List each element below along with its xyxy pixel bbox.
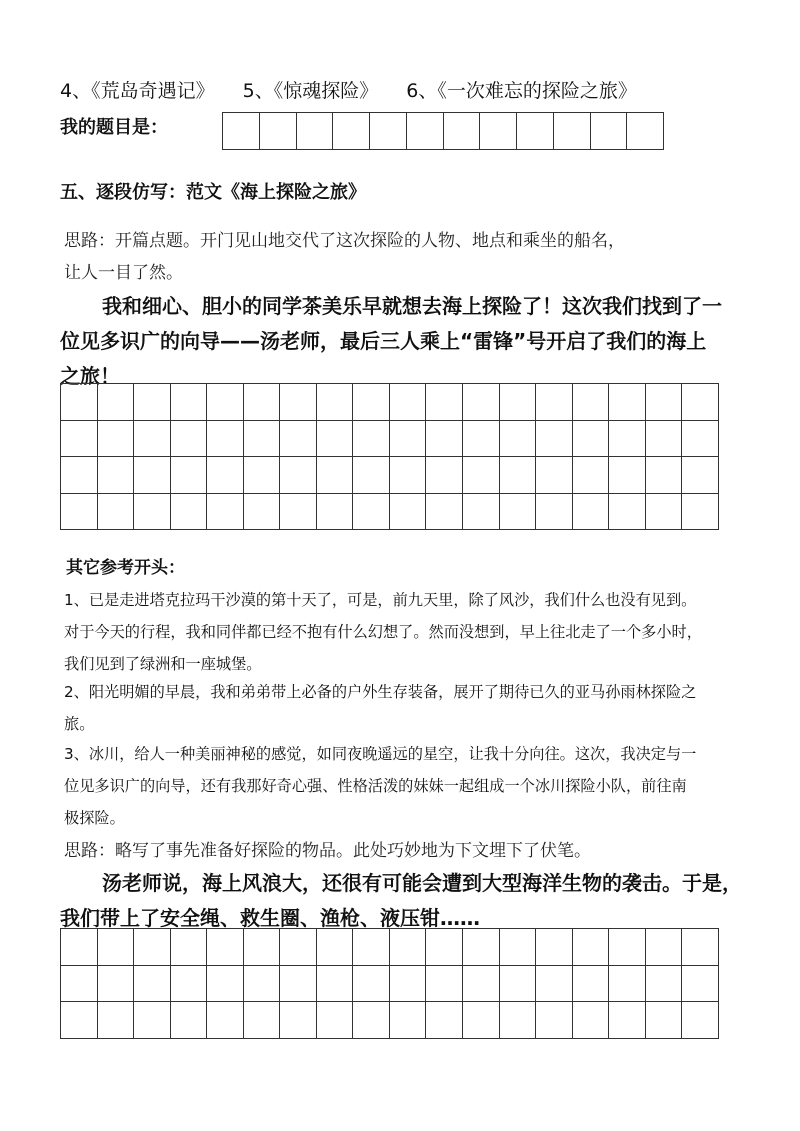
grid-cell[interactable] — [426, 494, 463, 531]
grid-cell[interactable] — [280, 494, 317, 531]
grid-cell[interactable] — [390, 966, 427, 1003]
grid-cell[interactable] — [646, 1002, 683, 1039]
grid-cell[interactable] — [609, 457, 646, 494]
title-option: 5、《惊魂探险》 — [242, 80, 379, 102]
grid-cell[interactable] — [317, 966, 354, 1003]
grid-cell[interactable] — [317, 929, 354, 966]
grid-cell[interactable] — [573, 384, 610, 421]
grid-cell[interactable] — [98, 421, 135, 458]
grid-cell[interactable] — [207, 1002, 244, 1039]
grid-cell[interactable] — [682, 1002, 719, 1039]
paragraph-line: 我和细心、胆小的同学茶美乐早就想去海上探险了！这次我们找到了一 — [102, 294, 722, 318]
writing-grid[interactable] — [60, 928, 719, 1039]
grid-cell[interactable] — [609, 421, 646, 458]
grid-cell[interactable] — [500, 457, 537, 494]
thought-note: 让人一目了然。 — [64, 263, 183, 283]
grid-cell[interactable] — [682, 457, 719, 494]
grid-cell[interactable] — [353, 929, 390, 966]
grid-cell[interactable] — [98, 494, 135, 531]
grid-cell[interactable] — [390, 929, 427, 966]
reference-line: 对于今天的行程，我和同伴都已经不抱有什么幻想了。然而没想到，早上往北走了一个多小时， — [64, 623, 702, 641]
grid-cell[interactable] — [134, 384, 171, 421]
grid-cell[interactable] — [536, 1002, 573, 1039]
grid-cell[interactable] — [682, 384, 719, 421]
grid-cell[interactable] — [61, 929, 98, 966]
grid-cell[interactable] — [646, 421, 683, 458]
grid-cell[interactable] — [536, 494, 573, 531]
thought-note: 思路：开篇点题。开门见山地交代了这次探险的人物、地点和乘坐的船名， — [64, 231, 625, 251]
grid-cell[interactable] — [61, 966, 98, 1003]
grid-cell[interactable] — [134, 966, 171, 1003]
grid-cell[interactable] — [207, 384, 244, 421]
grid-cell[interactable] — [682, 929, 719, 966]
grid-cell[interactable] — [646, 966, 683, 1003]
grid-cell[interactable] — [134, 929, 171, 966]
grid-cell[interactable] — [390, 494, 427, 531]
title-options — [60, 76, 659, 103]
grid-cell[interactable] — [98, 966, 135, 1003]
grid-cell[interactable] — [591, 113, 628, 150]
grid-cell[interactable] — [463, 966, 500, 1003]
grid-cell[interactable] — [500, 1002, 537, 1039]
grid-cell[interactable] — [426, 1002, 463, 1039]
thought-note: 思路：略写了事先准备好探险的物品。此处巧妙地为下文埋下了伏笔。 — [64, 841, 591, 861]
model-paragraph — [60, 866, 740, 936]
grid-cell[interactable] — [297, 113, 334, 150]
grid-cell[interactable] — [444, 113, 481, 150]
grid-cell[interactable] — [98, 384, 135, 421]
grid-cell[interactable] — [280, 421, 317, 458]
grid-cell[interactable] — [646, 384, 683, 421]
grid-cell[interactable] — [390, 421, 427, 458]
grid-cell[interactable] — [554, 113, 591, 150]
grid-cell[interactable] — [536, 384, 573, 421]
grid-cell[interactable] — [98, 1002, 135, 1039]
model-paragraph — [60, 289, 740, 394]
grid-cell[interactable] — [353, 457, 390, 494]
reference-line: 极探险。 — [64, 809, 125, 827]
grid-cell[interactable] — [609, 494, 646, 531]
reference-line: 3、冰川，给人一种美丽神秘的感觉，如同夜晚遥远的星空，让我十分向往。这次，我决定与一 — [64, 745, 697, 763]
grid-cell[interactable] — [646, 457, 683, 494]
grid-cell[interactable] — [244, 494, 281, 531]
grid-cell[interactable] — [573, 421, 610, 458]
writing-grid[interactable] — [60, 383, 719, 530]
grid-cell[interactable] — [171, 421, 208, 458]
grid-cell[interactable] — [390, 457, 427, 494]
grid-cell[interactable] — [134, 457, 171, 494]
grid-cell[interactable] — [500, 966, 537, 1003]
grid-cell[interactable] — [463, 384, 500, 421]
title-answer-grid[interactable] — [222, 112, 664, 150]
grid-cell[interactable] — [207, 457, 244, 494]
grid-cell[interactable] — [536, 929, 573, 966]
paragraph-line: 之旅！ — [60, 364, 120, 388]
grid-cell[interactable] — [609, 929, 646, 966]
grid-cell[interactable] — [407, 113, 444, 150]
reference-item — [64, 584, 744, 680]
grid-cell[interactable] — [317, 494, 354, 531]
grid-cell[interactable] — [609, 966, 646, 1003]
grid-cell[interactable] — [463, 494, 500, 531]
reference-heading: 其它参考开头： — [66, 558, 185, 578]
reference-item — [64, 738, 744, 834]
grid-cell[interactable] — [646, 494, 683, 531]
my-title-label: 我的题目是： — [60, 117, 168, 138]
grid-cell[interactable] — [317, 421, 354, 458]
reference-item — [64, 676, 744, 740]
grid-cell[interactable] — [244, 1002, 281, 1039]
grid-cell[interactable] — [280, 457, 317, 494]
grid-cell[interactable] — [500, 929, 537, 966]
grid-cell[interactable] — [244, 966, 281, 1003]
grid-cell[interactable] — [280, 1002, 317, 1039]
grid-cell[interactable] — [426, 384, 463, 421]
paragraph-line: 汤老师说，海上风浪大，还很有可能会遭到大型海洋生物的袭击。于是， — [102, 871, 742, 895]
grid-cell[interactable] — [317, 457, 354, 494]
grid-cell[interactable] — [426, 457, 463, 494]
reference-line: 2、阳光明媚的早晨，我和弟弟带上必备的户外生存装备，展开了期待已久的亚马孙雨林探险之 — [64, 683, 697, 701]
grid-cell[interactable] — [573, 929, 610, 966]
grid-cell[interactable] — [134, 1002, 171, 1039]
grid-cell[interactable] — [223, 113, 260, 150]
grid-cell[interactable] — [390, 1002, 427, 1039]
grid-cell[interactable] — [98, 929, 135, 966]
grid-cell[interactable] — [463, 1002, 500, 1039]
grid-cell[interactable] — [573, 457, 610, 494]
grid-cell[interactable] — [573, 966, 610, 1003]
paragraph-line: 我们带上了安全绳、救生圈、渔枪、液压钳…… — [60, 906, 480, 930]
grid-cell[interactable] — [480, 113, 517, 150]
grid-cell[interactable] — [500, 421, 537, 458]
reference-line: 位见多识广的向导，还有我那好奇心强、性格活泼的妹妹一起组成一个冰川探险小队，前往南 — [64, 777, 687, 795]
grid-cell[interactable] — [244, 384, 281, 421]
grid-cell[interactable] — [61, 1002, 98, 1039]
grid-cell[interactable] — [463, 457, 500, 494]
grid-cell[interactable] — [207, 929, 244, 966]
grid-cell[interactable] — [61, 457, 98, 494]
grid-cell[interactable] — [609, 384, 646, 421]
grid-cell[interactable] — [682, 421, 719, 458]
grid-cell[interactable] — [317, 1002, 354, 1039]
grid-cell[interactable] — [463, 929, 500, 966]
grid-cell[interactable] — [280, 929, 317, 966]
grid-cell[interactable] — [500, 384, 537, 421]
grid-cell[interactable] — [171, 384, 208, 421]
grid-cell[interactable] — [171, 966, 208, 1003]
grid-cell[interactable] — [370, 113, 407, 150]
grid-cell[interactable] — [333, 113, 370, 150]
grid-cell[interactable] — [353, 966, 390, 1003]
grid-cell[interactable] — [98, 457, 135, 494]
grid-cell[interactable] — [134, 494, 171, 531]
title-option: 6、《一次难忘的探险之旅》 — [406, 80, 637, 102]
grid-cell[interactable] — [682, 494, 719, 531]
grid-cell[interactable] — [244, 929, 281, 966]
paragraph-line: 位见多识广的向导——汤老师，最后三人乘上“雷锋”号开启了我们的海上 — [60, 329, 707, 353]
grid-cell[interactable] — [171, 1002, 208, 1039]
grid-cell[interactable] — [317, 384, 354, 421]
grid-cell[interactable] — [536, 966, 573, 1003]
grid-cell[interactable] — [573, 494, 610, 531]
grid-cell[interactable] — [260, 113, 297, 150]
grid-cell[interactable] — [390, 384, 427, 421]
grid-cell[interactable] — [426, 929, 463, 966]
grid-cell[interactable] — [61, 494, 98, 531]
section-heading: 五、逐段仿写：范文《海上探险之旅》 — [60, 182, 366, 203]
grid-cell[interactable] — [426, 966, 463, 1003]
grid-cell[interactable] — [536, 421, 573, 458]
grid-cell[interactable] — [353, 421, 390, 458]
grid-cell[interactable] — [536, 457, 573, 494]
grid-cell[interactable] — [573, 1002, 610, 1039]
grid-cell[interactable] — [646, 929, 683, 966]
title-option: 4、《荒岛奇遇记》 — [60, 80, 215, 102]
reference-line: 我们见到了绿洲和一座城堡。 — [64, 655, 262, 673]
grid-cell[interactable] — [500, 494, 537, 531]
grid-cell[interactable] — [171, 494, 208, 531]
grid-cell[interactable] — [171, 457, 208, 494]
grid-cell[interactable] — [426, 421, 463, 458]
grid-cell[interactable] — [61, 384, 98, 421]
reference-line: 旅。 — [64, 715, 95, 733]
grid-cell[interactable] — [682, 966, 719, 1003]
grid-cell[interactable] — [627, 113, 664, 150]
grid-cell[interactable] — [207, 421, 244, 458]
grid-cell[interactable] — [353, 1002, 390, 1039]
grid-cell[interactable] — [244, 421, 281, 458]
grid-cell[interactable] — [207, 494, 244, 531]
grid-cell[interactable] — [353, 384, 390, 421]
grid-cell[interactable] — [280, 384, 317, 421]
grid-cell[interactable] — [134, 421, 171, 458]
grid-cell[interactable] — [280, 966, 317, 1003]
reference-line: 1、已是走进塔克拉玛干沙漠的第十天了，可是，前九天里，除了风沙，我们什么也没有见到。 — [64, 591, 697, 609]
grid-cell[interactable] — [244, 457, 281, 494]
grid-cell[interactable] — [463, 421, 500, 458]
grid-cell[interactable] — [207, 966, 244, 1003]
grid-cell[interactable] — [609, 1002, 646, 1039]
grid-cell[interactable] — [517, 113, 554, 150]
grid-cell[interactable] — [171, 929, 208, 966]
grid-cell[interactable] — [353, 494, 390, 531]
grid-cell[interactable] — [61, 421, 98, 458]
